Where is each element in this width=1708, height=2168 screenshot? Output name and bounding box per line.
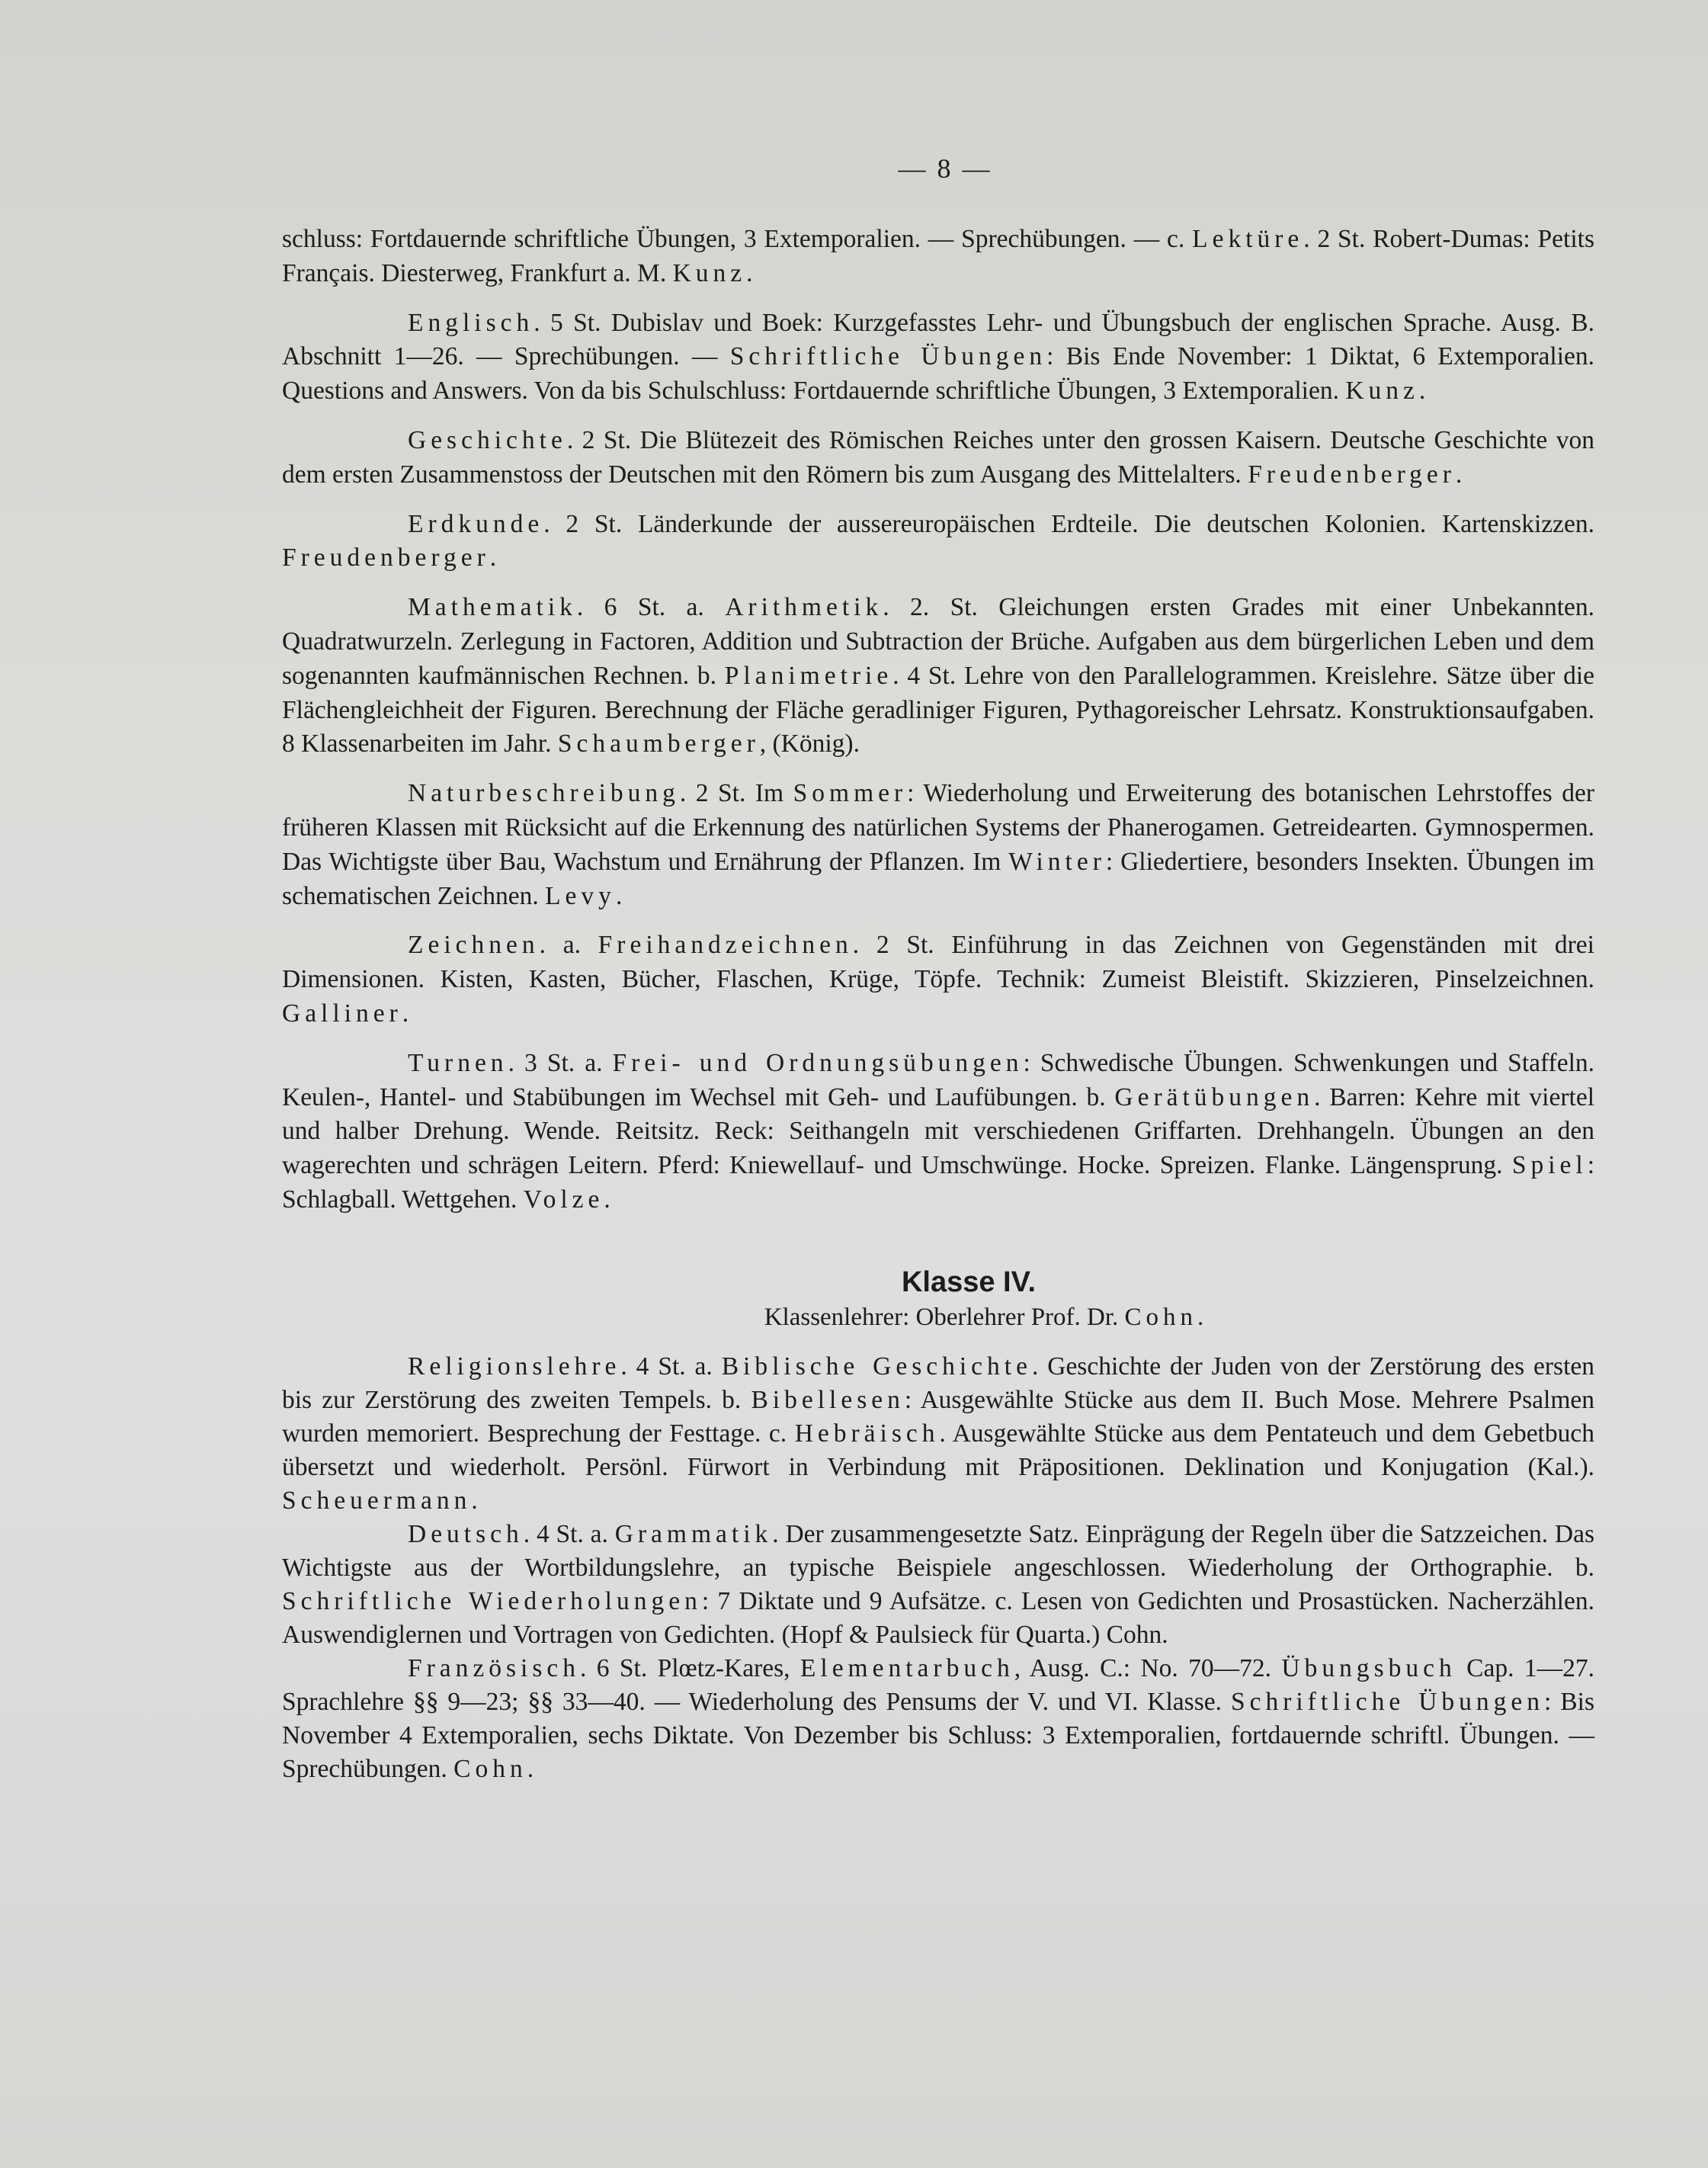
paragraph-continuation: schluss: Fortdauernde schriftliche Übungen, 3 Extemporalien. — Sprechübungen. — c. Lektüre. 2 St. Robert-Dumas: Petits Français. Diesterweg, Frankfurt a. M. Kunz. — [282, 225, 1594, 287]
class-teacher-line: Klassenlehrer: Oberlehrer Prof. Dr. Cohn. — [764, 1303, 1204, 1331]
paragraph-turnen: Turnen. 3 St. a. Frei- und Ordnungsübungen: Schwedische Übungen. Schwenkungen und Staffeln. Keulen-, Hantel- und Stabübungen im Wechsel mit Geh- und Laufübungen. b. Gerätübungen. Barren: Kehre mit viertel und halber Drehung. Wende. Reitsitz. Reck: Seithangeln mit verschiedenen Griffarten. Drehhangeln. Übungen an den wagerechten und schrägen Leitern. Pferd: Kniewellauf- und Umschwünge. Hocke. Spreizen. Flanke. Längensprung. Spiel: Schlagball. Wettgehen. Volze. — [282, 1048, 1594, 1214]
paragraph-franzoesisch: Französisch. 6 St. Plœtz-Kares, Elementarbuch, Ausg. C.: No. 70—72. Übungsbuch Cap. 1—27. Sprachlehre §§ 9—23; §§ 33—40. — Wiederholung des Pensums der V. und VI. Klasse. Schriftliche Übungen: Bis November 4 Extemporalien, sechs Diktate. Von Dezember bis Schluss: 3 Extemporalien, fortdauernde schriftl. Übungen. — Sprechübungen. Cohn. — [282, 1653, 1594, 1783]
paragraph-mathematik: Mathematik. 6 St. a. Arithmetik. 2. St. Gleichungen ersten Grades mit einer Unbekannten. Quadratwurzeln. Zerlegung in Factoren, Addition und Subtraction der Brüche. Aufgaben aus dem bürgerlichen Leben und dem sogenannten kaufmännischen Rechnen. b. Planimetrie. 4 St. Lehre von den Parallelogrammen. Kreislehre. Sätze über die Flächengleichheit der Figuren. Berechnung der Fläche geradliniger Figuren, Pythagoreischer Lehrsatz. Konstruktionsaufgaben. 8 Klassenarbeiten im Jahr. Schaumberger, (König). — [282, 593, 1594, 758]
paragraph-englisch: Englisch. 5 St. Dubislav und Boek: Kurzgefasstes Lehr- und Übungsbuch der englischen Sprache. Ausg. B. Abschnitt 1—26. — Sprechübungen. — Schriftliche Übungen: Bis Ende November: 1 Diktat, 6 Extemporalien. Questions and Answers. Von da bis Schulschluss: Fortdauernde schriftliche Übungen, 3 Extemporalien. Kunz. — [282, 308, 1595, 406]
paragraph-erdkunde: Erdkunde. 2 St. Länderkunde der aussereuropäischen Erdteile. Die deutschen Kolonien. Kartenskizzen. Freudenberger. — [282, 509, 1594, 572]
paragraph-religionslehre: Religionslehre. 4 St. a. Biblische Geschichte. Geschichte der Juden von der Zerstörung des ersten bis zur Zerstörung des zweiten Tempels. b. Bibellesen: Ausgewählte Stücke aus dem II. Buch Mose. Mehrere Psalmen wurden memoriert. Besprechung der Festtage. c. Hebräisch. Ausgewählte Stücke aus dem Pentateuch und dem Gebetbuch übersetzt und wiederholt. Persönl. Fürwort in Verbindung mit Präpositionen. Deklination und Konjugation (Kal.). Scheuermann. — [282, 1352, 1594, 1515]
document-body — [282, 223, 1594, 1786]
paragraph-deutsch: Deutsch. 4 St. a. Grammatik. Der zusammengesetzte Satz. Einprägung der Regeln über die Satzzeichen. Das Wichtigste aus der Wortbildungslehre, an typische Beispiele angeschlossen. Wiederholung der Orthographie. b. Schriftliche Wiederholungen: 7 Diktate und 9 Aufsätze. c. Lesen von Gedichten und Prosastücken. Nacherzählen. Auswendiglernen und Vortragen von Gedichten. (Hopf & Paulsieck für Quarta.) Cohn. — [282, 1519, 1594, 1649]
section-heading-klasse-iv: Klasse IV. — [901, 1265, 1037, 1298]
paragraph-geschichte: Geschichte. 2 St. Die Blütezeit des Römischen Reiches unter den grossen Kaisern. Deutsche Geschichte von dem ersten Zusammenstoss der Deutschen mit den Römern bis zum Ausgang des Mittelalters. Freudenberger. — [282, 425, 1594, 489]
page-number: — 8 — — [898, 153, 992, 184]
paragraph-naturbeschreibung: Naturbeschreibung. 2 St. Im Sommer: Wiederholung und Erweiterung des botanischen Lehrstoffes der früheren Klassen mit Rücksicht auf die Erkennung des natürlichen Systems der Phanerogamen. Getreidearten. Gymnospermen. Das Wichtigste über Bau, Wachstum und Ernährung der Pflanzen. Im Winter: Gliedertiere, besonders Insekten. Übungen im schematischen Zeichnen. Levy. — [282, 779, 1594, 910]
paragraph-zeichnen: Zeichnen. a. Freihandzeichnen. 2 St. Einführung in das Zeichnen von Gegenständen mit drei Dimensionen. Kisten, Kasten, Bücher, Flaschen, Krüge, Töpfe. Technik: Zumeist Bleistift. Skizzieren, Pinselzeichnen. Galliner. — [282, 931, 1594, 1028]
